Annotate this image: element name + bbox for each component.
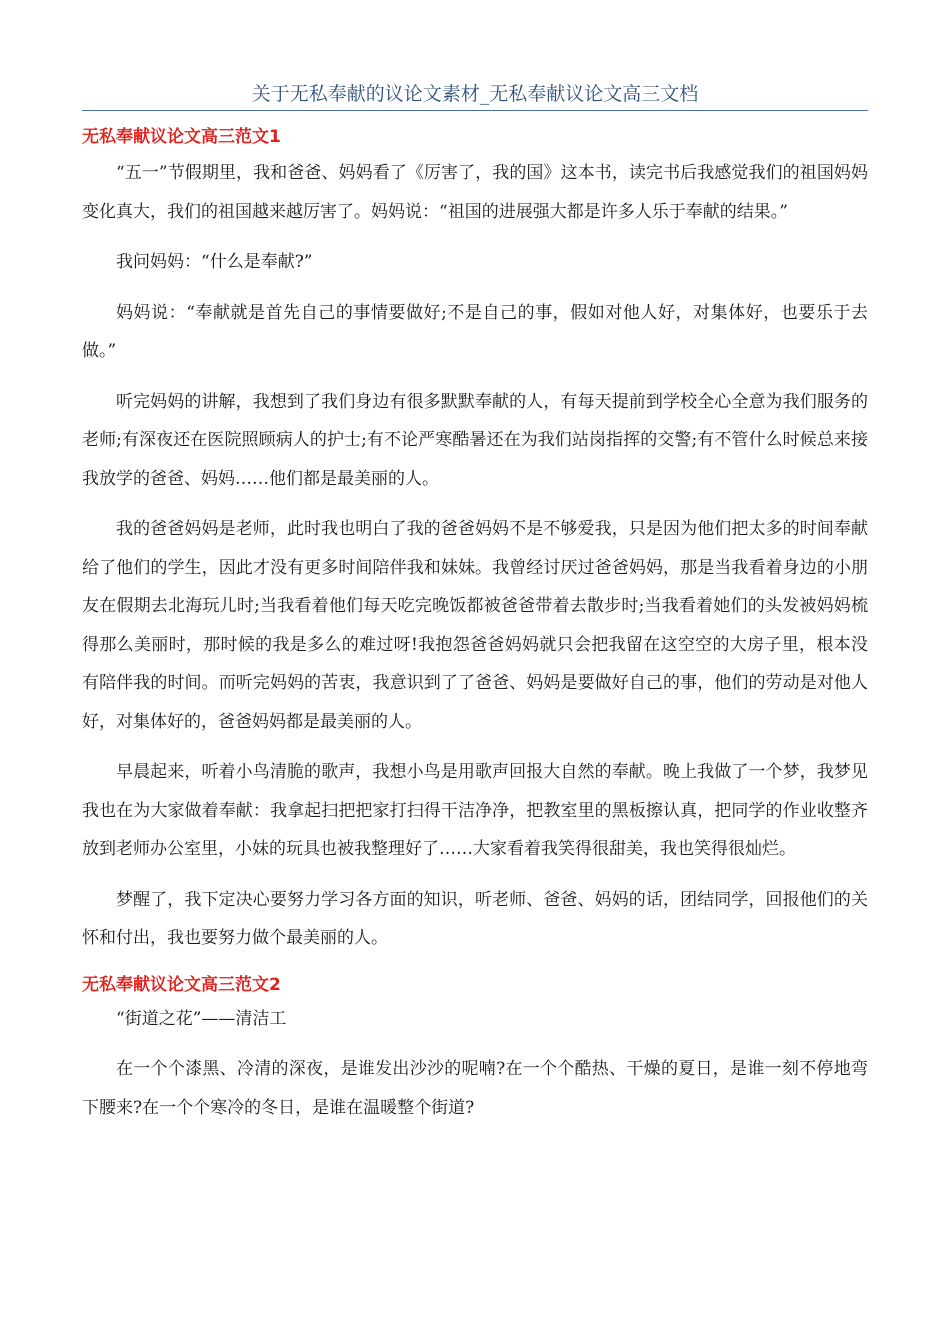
paragraph: 妈妈说：“奉献就是首先自己的事情要做好;不是自己的事，假如对他人好，对集体好，也要乐于去做。” [82, 302, 868, 361]
paragraph: “五一”节假期里，我和爸爸、妈妈看了《厉害了，我的国》这本书，读完书后我感觉我们的祖国妈妈变化真大，我们的祖国越来越厉害了。妈妈说：“祖国的进展强大都是许多人乐于奉献的结果。” [82, 163, 868, 222]
section-title-1: 无私奉献议论文高三范文1 [82, 127, 281, 147]
document-body [82, 124, 868, 1127]
paragraph: 梦醒了，我下定决心要努力学习各方面的知识，听老师、爸爸、妈妈的话，团结同学，回报他们的关怀和付出，我也要努力做个最美丽的人。 [82, 889, 868, 948]
section-subtitle: “街道之花”——清洁工 [116, 1008, 287, 1029]
paragraph: 我的爸爸妈妈是老师，此时我也明白了我的爸爸妈妈不是不够爱我，只是因为他们把太多的时间奉献给了他们的学生，因此才没有更多时间陪伴我和妹妹。我曾经讨厌过爸爸妈妈，那是当我看着身边的小朋友在假期去北海玩儿时;当我看着他们每天吃完晚饭都被爸爸带着去散步时;当我看着她们的头发被妈妈梳得那么美丽时，那时候的我是多么的难过呀!我抱怨爸爸妈妈就只会把我留在这空空的大房子里，根本没有陪伴我的时间。而听完妈妈的苦衷，我意识到了了爸爸、妈妈是要做好自己的事，他们的劳动是对他人好，对集体好的，爸爸妈妈都是最美丽的人。 [82, 519, 868, 732]
paragraph: 我问妈妈：“什么是奉献?” [116, 252, 313, 272]
paragraph: 在一个个漆黑、冷清的深夜，是谁发出沙沙的呢喃?在一个个酷热、干燥的夏日，是谁一刻不停地弯下腰来?在一个个寒冷的冬日，是谁在温暖整个街道? [82, 1059, 868, 1118]
paragraph: 听完妈妈的讲解，我想到了我们身边有很多默默奉献的人，有每天提前到学校全心全意为我们服务的老师;有深夜还在医院照顾病人的护士;有不论严寒酷暑还在为我们站岗指挥的交警;有不管什么时候总来接我放学的爸爸、妈妈……他们都是最美丽的人。 [82, 391, 868, 489]
paragraph: 早晨起来，听着小鸟清脆的歌声，我想小鸟是用歌声回报大自然的奉献。晚上我做了一个梦，我梦见我也在为大家做着奉献：我拿起扫把把家打扫得干洁净净，把教室里的黑板擦认真，把同学的作业收整齐放到老师办公室里，小妹的玩具也被我整理好了……大家看着我笑得很甜美，我也笑得很灿烂。 [82, 762, 868, 859]
section-title-2: 无私奉献议论文高三范文2 [82, 974, 281, 995]
document-header: 关于无私奉献的议论文素材_无私奉献议论文高三文档 [82, 80, 868, 111]
